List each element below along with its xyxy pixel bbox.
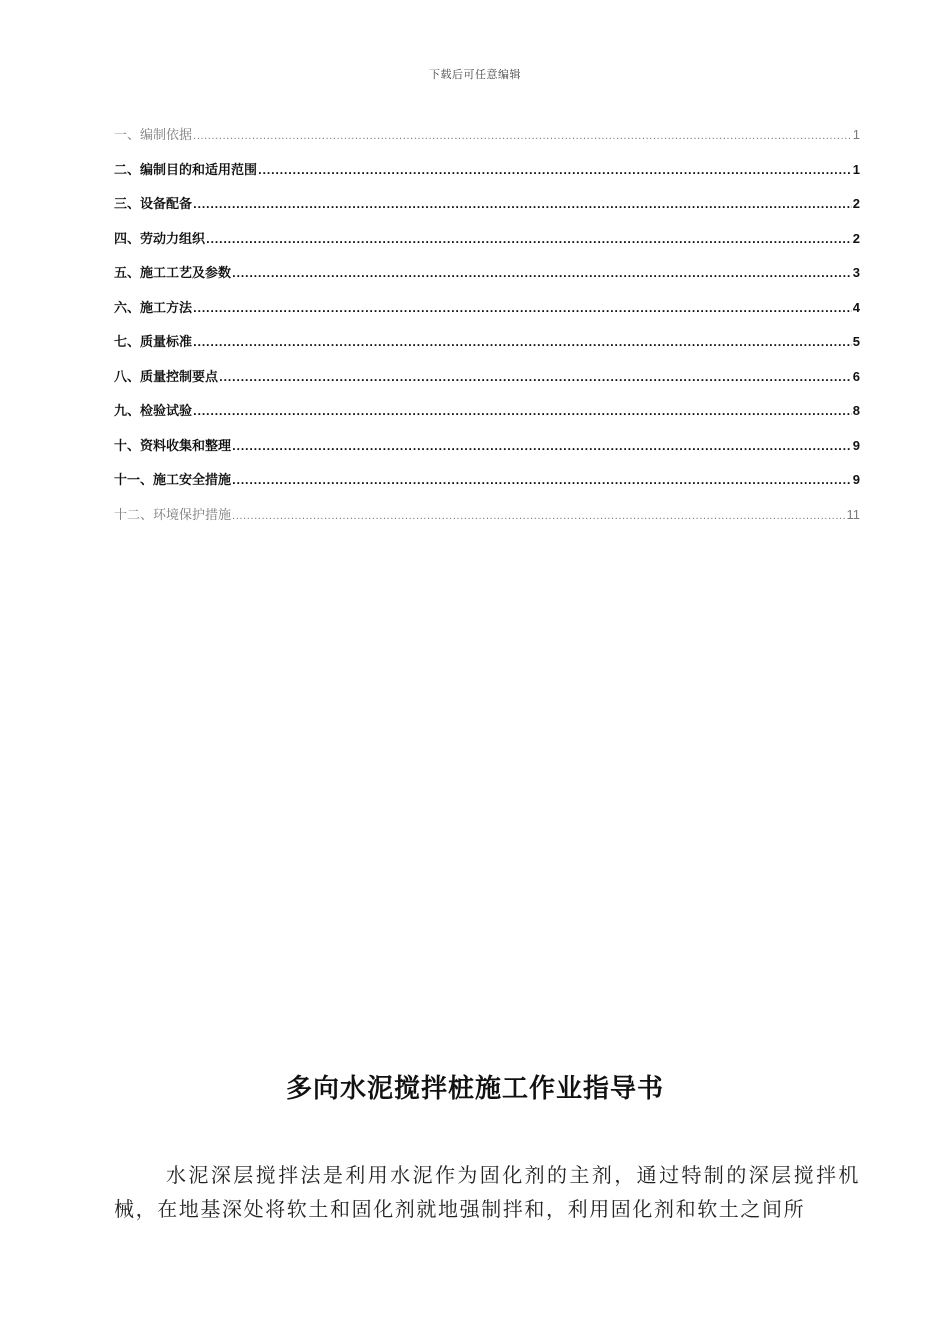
toc-entry-page: 9 <box>852 472 860 487</box>
toc-dot-leader <box>258 166 852 177</box>
intro-paragraph: 水泥深层搅拌法是利用水泥作为固化剂的主剂，通过特制的深层搅拌机械，在地基深处将软土和固化剂就地强制拌和，利用固化剂和软土之间所 <box>114 1163 860 1221</box>
toc-dot-leader <box>193 131 852 142</box>
toc-entry[interactable] <box>114 469 860 504</box>
toc-entry[interactable] <box>114 504 860 539</box>
toc-entry-page: 1 <box>852 161 860 177</box>
toc-entry[interactable] <box>114 228 860 263</box>
toc-entry-page: 2 <box>852 230 860 246</box>
toc-entry[interactable] <box>114 159 860 194</box>
toc-dot-leader <box>193 407 852 418</box>
toc-entry-page: 6 <box>852 368 860 384</box>
toc-entry-page: 11 <box>846 506 860 522</box>
toc-entry[interactable] <box>114 193 860 228</box>
toc-dot-leader <box>206 235 852 246</box>
toc-dot-leader <box>193 304 852 315</box>
toc-dot-leader <box>193 338 852 349</box>
toc-entry-label: 九、检验试验 <box>114 404 193 419</box>
toc-entry-label: 十、资料收集和整理 <box>114 438 232 454</box>
toc-entry[interactable] <box>114 297 860 332</box>
toc-entry-label: 四、劳动力组织 <box>114 231 206 247</box>
table-of-contents <box>114 124 860 538</box>
toc-entry[interactable] <box>114 435 860 470</box>
toc-entry-label: 十一、施工安全措施 <box>114 473 232 488</box>
toc-entry-label: 一、编制依据 <box>114 128 193 143</box>
toc-dot-leader <box>232 269 852 280</box>
toc-entry-label: 二、编制目的和适用范围 <box>114 162 258 178</box>
toc-entry[interactable] <box>114 124 860 159</box>
toc-dot-leader <box>232 442 852 453</box>
toc-entry[interactable] <box>114 366 860 401</box>
toc-entry[interactable] <box>114 331 860 366</box>
toc-entry[interactable] <box>114 262 860 297</box>
toc-entry-label: 七、质量标准 <box>114 335 193 350</box>
toc-entry-page: 2 <box>852 196 860 211</box>
toc-entry-page: 4 <box>852 299 860 315</box>
page-header-note: 下载后可任意编辑 <box>429 68 521 81</box>
toc-entry-page: 1 <box>852 127 860 142</box>
document-title: 多向水泥搅拌桩施工作业指导书 <box>285 1074 664 1104</box>
toc-entry-page: 8 <box>852 403 860 418</box>
toc-entry-label: 五、施工工艺及参数 <box>114 266 232 281</box>
toc-entry-page: 9 <box>852 437 860 453</box>
toc-entry-label: 八、质量控制要点 <box>114 369 219 385</box>
toc-entry-label: 十二、环境保护措施 <box>114 507 232 523</box>
toc-entry-page: 3 <box>852 265 860 280</box>
toc-entry-label: 六、施工方法 <box>114 300 193 316</box>
toc-entry[interactable] <box>114 400 860 435</box>
toc-dot-leader <box>232 476 852 487</box>
toc-entry-label: 三、设备配备 <box>114 197 193 212</box>
toc-dot-leader <box>219 373 852 384</box>
toc-dot-leader <box>232 511 845 522</box>
toc-entry-page: 5 <box>852 334 860 349</box>
toc-dot-leader <box>193 200 852 211</box>
